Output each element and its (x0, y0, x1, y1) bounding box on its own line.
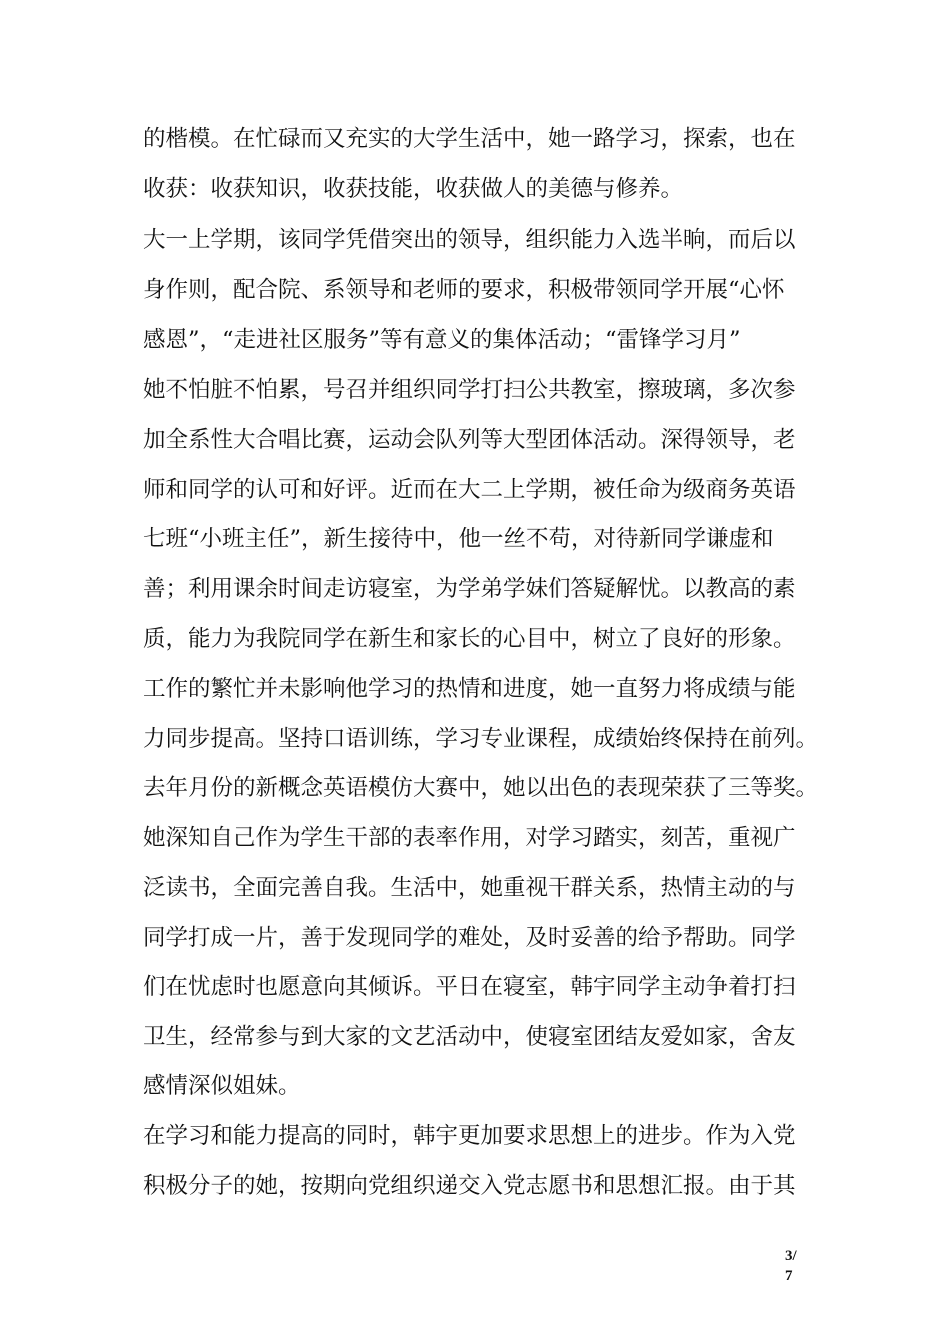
text-line: 感情深似姐妹。 (143, 1073, 301, 1099)
text-line: 七班“小班主任”，新生接待中，他一丝不苟，对待新同学谦虚和 (143, 526, 774, 552)
text-line: 她深知自己作为学生干部的表率作用，对学习踏实，刻苦，重视广 (143, 825, 796, 851)
text-line: 积极分子的她，按期向党组织递交入党志愿书和思想汇报。由于其 (143, 1173, 796, 1199)
text-line: 师和同学的认可和好评。近而在大二上学期，被任命为级商务英语 (143, 477, 796, 503)
text-line: 善；利用课余时间走访寝室，为学弟学妹们答疑解忧。以教高的素 (143, 576, 796, 602)
page-number-total: 7 (785, 1268, 793, 1284)
text-line: 大一上学期，该同学凭借突出的领导，组织能力入选半晌，而后以 (143, 227, 796, 253)
text-line: 收获：收获知识，收获技能，收获做人的美德与修养。 (143, 176, 684, 202)
text-line: 力同步提高。坚持口语训练，学习专业课程，成绩始终保持在前列。 (143, 726, 819, 752)
text-line: 在学习和能力提高的同时，韩宇更加要求思想上的进步。作为入党 (143, 1123, 796, 1149)
text-line: 同学打成一片，善于发现同学的难处，及时妥善的给予帮助。同学 (143, 925, 796, 951)
text-line: 泛读书，全面完善自我。生活中，她重视干群关系，热情主动的与 (143, 875, 796, 901)
text-line: 的楷模。在忙碌而又充实的大学生活中，她一路学习，探索，也在 (143, 126, 796, 152)
text-line: 去年月份的新概念英语模仿大赛中，她以出色的表现荣获了三等奖。 (143, 775, 819, 801)
text-line: 们在忧虑时也愿意向其倾诉。平日在寝室，韩宇同学主动争着打扫 (143, 974, 796, 1000)
text-line: 工作的繁忙并未影响他学习的热情和进度，她一直努力将成绩与能 (143, 676, 796, 702)
page-number-current: 3/ (785, 1248, 797, 1264)
text-line: 加全系性大合唱比赛，运动会队列等大型团体活动。深得领导，老 (143, 427, 796, 453)
text-line: 质，能力为我院同学在新生和家长的心目中，树立了良好的形象。 (143, 626, 796, 652)
text-line: 卫生，经常参与到大家的文艺活动中，使寝室团结友爱如家，舍友 (143, 1024, 796, 1050)
text-line: 她不怕脏不怕累，号召并组织同学打扫公共教室，擦玻璃，多次参 (143, 377, 796, 403)
text-line: 身作则，配合院、系领导和老师的要求，积极带领同学开展“心怀 (143, 277, 785, 303)
text-line: 感恩”，“走进社区服务”等有意义的集体活动；“雷锋学习月” (143, 327, 741, 353)
